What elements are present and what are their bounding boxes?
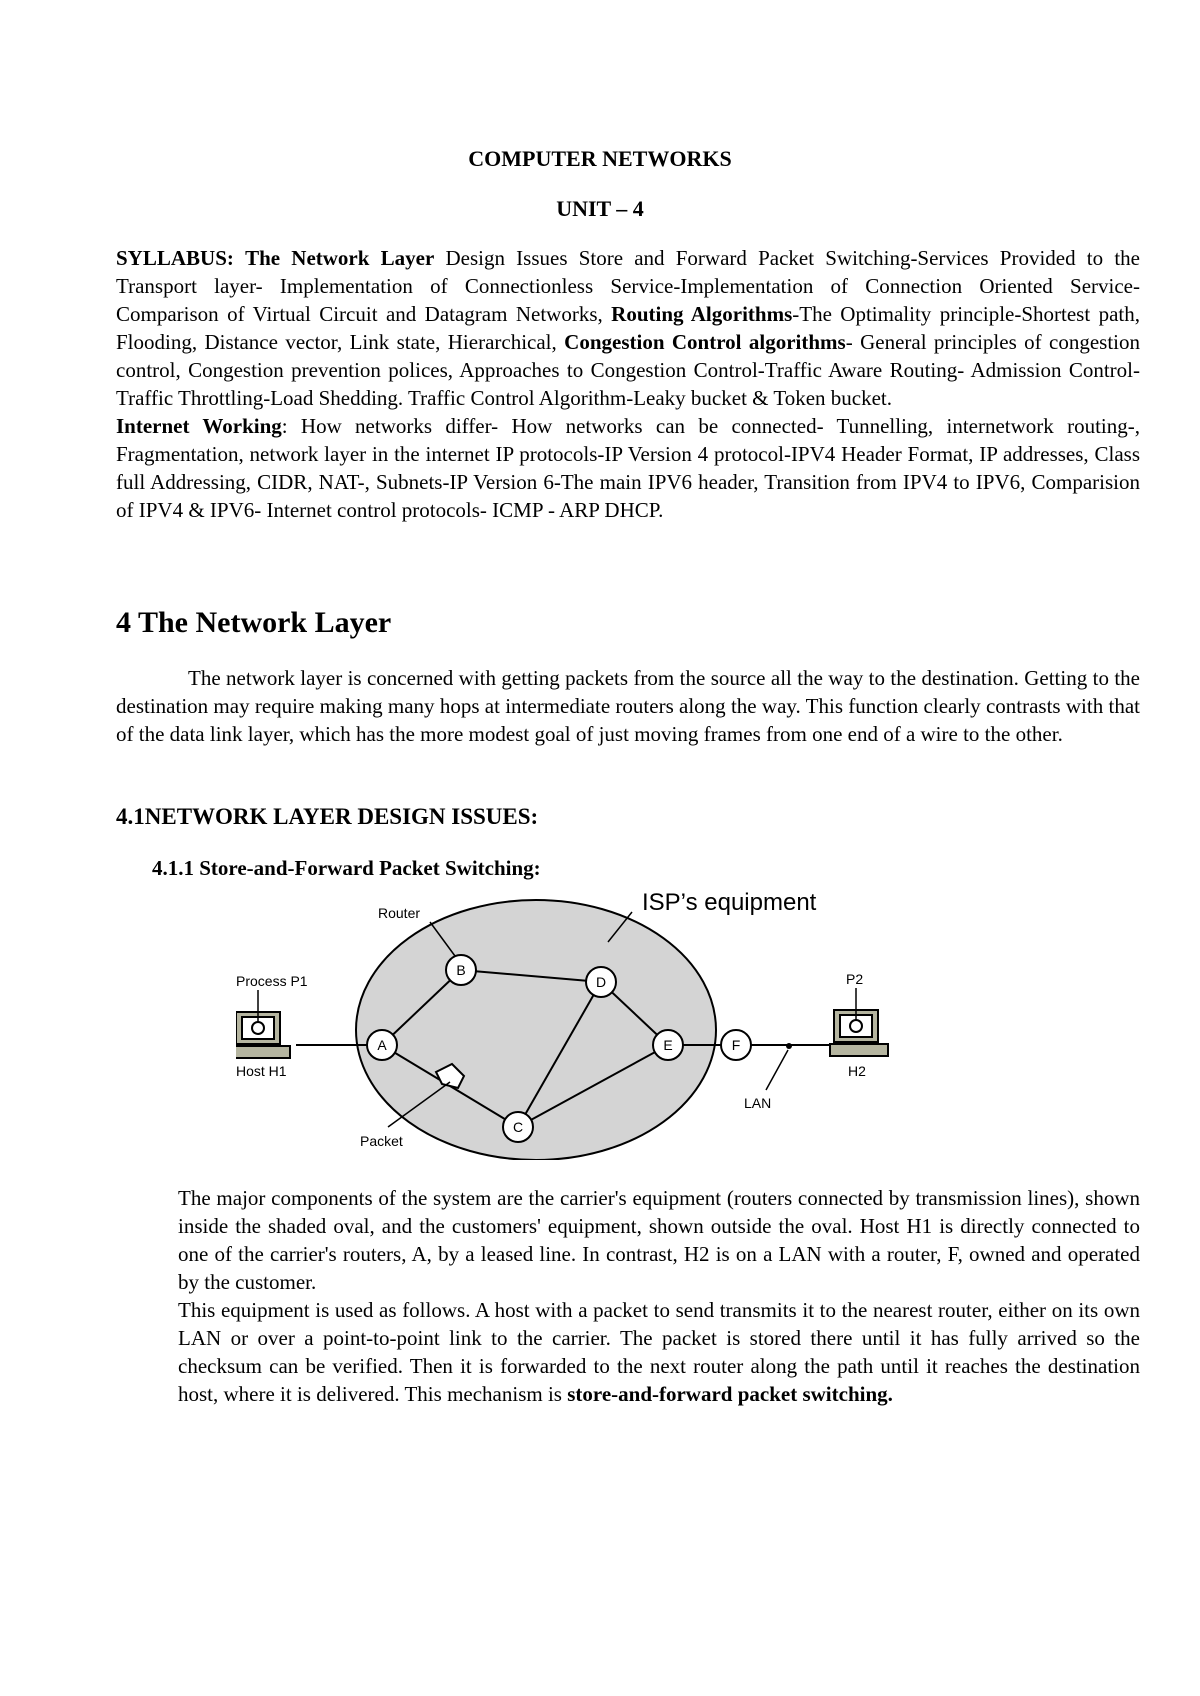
description-block [178, 1184, 1140, 1408]
document-title: COMPUTER NETWORKS [468, 146, 732, 171]
syllabus-text-3: - General principles of congestion control, Congestion prevention polices, Approaches to Congestion Control-Traffic Aware Routing- Admission Control-Traffic Throttling-Load Shedding. Traffic Control Algorithm-Leaky bucket & Token bucket. [116, 330, 1140, 410]
h2-label: H2 [848, 1063, 866, 1079]
syllabus-topic-internet-working: Internet Working [116, 414, 282, 438]
unit-title: UNIT – 4 [556, 196, 644, 221]
router-c-label: C [512, 1119, 524, 1135]
syllabus-topic-routing: Routing Algorithms [611, 302, 793, 326]
router-b-label: B [456, 962, 466, 978]
syllabus-text-1: Design Issues Store and Forward Packet Switching-Services Provided to the Transport layer- Implementation of Connectionless Service-Implementation of Connection Oriented Service- Comparison of Virtual Circuit and Datagram Networks, [116, 246, 1140, 326]
section-4-1-heading: 4.1NETWORK LAYER DESIGN ISSUES: [116, 804, 539, 829]
syllabus-topic-network-layer: The Network Layer [245, 246, 435, 270]
packet-label: Packet [360, 1133, 403, 1149]
section-4-intro [116, 664, 1140, 748]
description-text-2: This equipment is used as follows. A host with a packet to send transmits it to the nearest router, either on its own LAN or over a point-to-point link to the carrier. The packet is stored there until it has fully arrived so the checksum can be verified. Then it is forwarded to the next router along the path until it reaches the destination host, where it is delivered. This mechanism is [178, 1298, 1140, 1406]
syllabus-paragraph [116, 244, 1140, 412]
lan-label: LAN [744, 1095, 772, 1111]
process-p1-label: Process P1 [236, 973, 308, 989]
host-h1-label: Host H1 [236, 1063, 287, 1079]
store-and-forward-term: store-and-forward packet switching. [567, 1382, 893, 1406]
intro-paragraph: The network layer is concerned with getting packets from the source all the way to the destination. Getting to the destination may require making many hops at intermediate routers along the way. This function clearly contrasts with that of the data link layer, which has the more modest goal of just moving frames from one end of a wire to the other. [116, 666, 1140, 746]
section-4-1-1-heading: 4.1.1 Store-and-Forward Packet Switching: [152, 856, 541, 880]
lan-pointer [766, 1050, 788, 1090]
host-h2-computer-icon [830, 1010, 888, 1056]
host-h1-computer-icon [236, 1012, 290, 1058]
router-callout-label: Router [378, 905, 421, 921]
syllabus-text-4: : How networks differ- How networks can be connected- Tunnelling, internetwork routing-, Fragmentation, network layer in the internet IP protocols-IP Version 4 protocol-IPV4 Header Format, IP addresses, Class full Addressing, CIDR, NAT-, Subnets-IP Version 6-The main IPV6 header, Transition from IPV4 to IPV6, Comparision of IPV4 & IPV6- Internet control protocols- ICMP - ARP DHCP. [116, 414, 1140, 522]
syllabus-topic-congestion: Congestion Control algorithms [564, 330, 846, 354]
description-paragraph-2 [178, 1296, 1140, 1408]
router-f-label: F [731, 1037, 741, 1053]
syllabus-text-2: -The Optimality principle-Shortest path, Flooding, Distance vector, Link state, Hierarchical, [116, 302, 1140, 354]
isp-equipment-label: ISP’s equipment [642, 889, 817, 916]
p2-label: P2 [846, 971, 864, 987]
router-e-label: E [663, 1037, 673, 1053]
lan-junction [786, 1043, 792, 1049]
syllabus-block [116, 244, 1140, 524]
syllabus-label: SYLLABUS: [116, 246, 234, 270]
internet-working-paragraph [116, 412, 1140, 524]
packet-switching-diagram [236, 880, 976, 1160]
description-paragraph-1: The major components of the system are the carrier's equipment (routers connected by transmission lines), shown inside the shaded oval, and the customers' equipment, shown outside the oval. Host H1 is directly connected to one of the carrier's routers, A, by a leased line. In contrast, H2 is on a LAN with a router, F, owned and operated by the customer. [178, 1186, 1140, 1294]
router-a-label: A [377, 1037, 387, 1053]
router-d-label: D [595, 974, 607, 990]
isp-oval [356, 900, 716, 1160]
section-4-heading: 4 The Network Layer [116, 606, 392, 639]
